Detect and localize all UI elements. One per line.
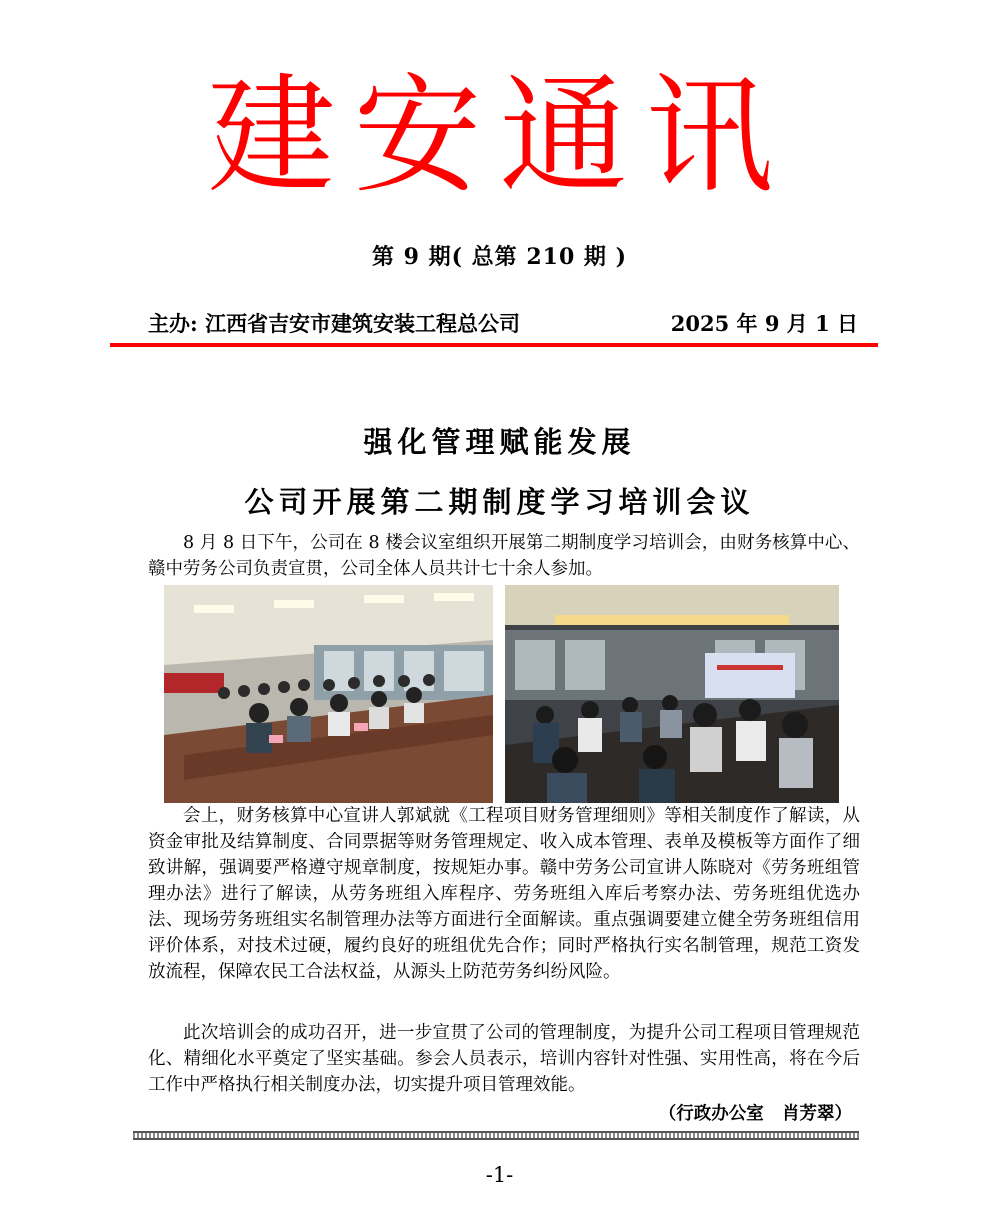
paragraph-3: 此次培训会的成功召开，进一步宣贯了公司的管理制度，为提升公司工程项目管理规范化、精细化水平奠定了坚实基础。参会人员表示，培训内容针对性强、实用性高，将在今后工作中严格执行相关制度办法，切实提升项目管理效能。 [148, 1023, 860, 1095]
page-number: -1- [485, 1163, 514, 1187]
masthead-title: 建安通讯 [207, 62, 792, 211]
meeting-photo-left [164, 585, 493, 803]
sponsor-line [148, 308, 858, 338]
article-title-line1: 强化管理赋能发展 [363, 425, 636, 459]
paragraph-2: 会上，财务核算中心宣讲人郭斌就《工程项目财务管理细则》等相关制度作了解读，从资金审批及结算制度、合同票据等财务管理规定、收入成本管理、表单及模板等方面作了细致讲解，强调要严格遵守规章制度，按规矩办事。赣中劳务公司宣讲人陈晓对《劳务班组管理办法》进行了解读，从劳务班组入库程序、劳务班组入库后考察办法、劳务班组优选办法、现场劳务班组实名制管理办法等方面进行全面解读。重点强调要建立健全劳务班组信用评价体系，对技术过硬，履约良好的班组优先合作；同时严格执行实名制管理，规范工资发放流程，保障农民工合法权益，从源头上防范劳务纠纷风险。 [148, 806, 860, 982]
issue-number: 第 9 期( 总第 210 期 ) [371, 244, 627, 270]
sponsor-text: 主办: 江西省吉安市建筑安装工程总公司 [148, 311, 521, 336]
article-title-line2: 公司开展第二期制度学习培训会议 [244, 485, 755, 519]
publish-date: 2025 年 9 月 1 日 [670, 311, 858, 336]
red-divider [110, 343, 878, 347]
footer-divider [133, 1131, 859, 1140]
paragraph-1: 8 月 8 日下午，公司在 8 楼会议室组织开展第二期制度学习培训会，由财务核算中心、赣中劳务公司负责宣贯，公司全体人员共计七十余人参加。 [148, 533, 860, 579]
byline: （行政办公室 肖芳翠） [658, 1104, 852, 1124]
meeting-photo-right [505, 585, 839, 803]
